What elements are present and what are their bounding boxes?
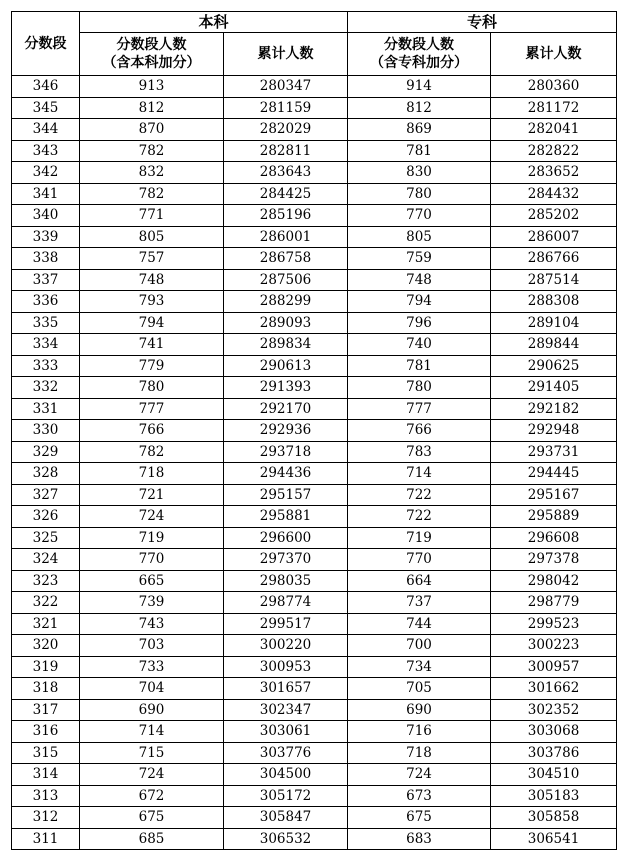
cell-undergrad-cumulative: 282029 [224,119,348,141]
table-row [12,76,617,98]
cell-undergrad-count: 741 [80,334,224,356]
cell-undergrad-cumulative: 292936 [224,420,348,442]
cell-undergrad-cumulative: 302347 [224,699,348,721]
cell-undergrad-cumulative: 285196 [224,205,348,227]
cell-score: 325 [12,527,80,549]
cell-score: 318 [12,678,80,700]
table-row [12,742,617,764]
cell-college-count: 690 [348,699,491,721]
cell-undergrad-count: 777 [80,398,224,420]
cell-college-cumulative: 280360 [491,76,617,98]
cell-college-count: 683 [348,828,491,850]
cell-score: 315 [12,742,80,764]
cell-score: 337 [12,269,80,291]
cell-undergrad-cumulative: 290613 [224,355,348,377]
cell-college-cumulative: 282041 [491,119,617,141]
cell-college-count: 714 [348,463,491,485]
cell-college-count: 748 [348,269,491,291]
cell-score: 319 [12,656,80,678]
cell-score: 345 [12,97,80,119]
cell-undergrad-count: 724 [80,764,224,786]
header-undergrad-group: 本科 [80,12,348,33]
cell-undergrad-cumulative: 280347 [224,76,348,98]
table-row [12,764,617,786]
cell-undergrad-count: 721 [80,484,224,506]
cell-undergrad-cumulative: 296600 [224,527,348,549]
cell-undergrad-cumulative: 289093 [224,312,348,334]
cell-undergrad-count: 757 [80,248,224,270]
cell-undergrad-cumulative: 294436 [224,463,348,485]
cell-college-cumulative: 284432 [491,183,617,205]
cell-college-count: 780 [348,183,491,205]
table-row [12,549,617,571]
cell-undergrad-cumulative: 286001 [224,226,348,248]
table-row [12,506,617,528]
table-row [12,334,617,356]
cell-undergrad-cumulative: 291393 [224,377,348,399]
cell-undergrad-cumulative: 295157 [224,484,348,506]
cell-undergrad-count: 782 [80,183,224,205]
table-row [12,248,617,270]
cell-score: 344 [12,119,80,141]
cell-college-cumulative: 300223 [491,635,617,657]
cell-undergrad-cumulative: 303061 [224,721,348,743]
cell-college-cumulative: 281172 [491,97,617,119]
cell-undergrad-count: 780 [80,377,224,399]
cell-college-count: 780 [348,377,491,399]
cell-undergrad-count: 748 [80,269,224,291]
cell-score: 313 [12,785,80,807]
cell-undergrad-count: 704 [80,678,224,700]
header-score-range: 分数段 [12,12,80,76]
cell-score: 341 [12,183,80,205]
table-row [12,269,617,291]
cell-score: 322 [12,592,80,614]
cell-undergrad-cumulative: 281159 [224,97,348,119]
table-row [12,463,617,485]
cell-score: 330 [12,420,80,442]
cell-college-cumulative: 295167 [491,484,617,506]
cell-college-count: 914 [348,76,491,98]
cell-score: 332 [12,377,80,399]
cell-score: 317 [12,699,80,721]
cell-undergrad-count: 739 [80,592,224,614]
cell-undergrad-count: 770 [80,549,224,571]
cell-undergrad-count: 870 [80,119,224,141]
table-body [12,76,617,850]
cell-college-cumulative: 288308 [491,291,617,313]
cell-undergrad-count: 832 [80,162,224,184]
cell-undergrad-count: 805 [80,226,224,248]
cell-college-cumulative: 298042 [491,570,617,592]
cell-undergrad-cumulative: 297370 [224,549,348,571]
table-row [12,807,617,829]
cell-college-count: 737 [348,592,491,614]
cell-undergrad-count: 771 [80,205,224,227]
cell-college-count: 722 [348,506,491,528]
cell-college-cumulative: 297378 [491,549,617,571]
table-row [12,119,617,141]
cell-college-count: 673 [348,785,491,807]
cell-score: 346 [12,76,80,98]
table-row [12,420,617,442]
cell-college-count: 781 [348,355,491,377]
cell-score: 324 [12,549,80,571]
cell-undergrad-count: 794 [80,312,224,334]
table-row [12,527,617,549]
cell-undergrad-count: 719 [80,527,224,549]
cell-college-count: 770 [348,205,491,227]
cell-undergrad-count: 779 [80,355,224,377]
cell-college-cumulative: 285202 [491,205,617,227]
cell-score: 343 [12,140,80,162]
cell-undergrad-cumulative: 287506 [224,269,348,291]
cell-college-count: 869 [348,119,491,141]
table-row [12,312,617,334]
cell-college-count: 716 [348,721,491,743]
cell-college-cumulative: 295889 [491,506,617,528]
cell-college-count: 781 [348,140,491,162]
table-row [12,828,617,850]
cell-undergrad-count: 793 [80,291,224,313]
cell-score: 316 [12,721,80,743]
cell-college-cumulative: 296608 [491,527,617,549]
cell-undergrad-count: 718 [80,463,224,485]
cell-college-count: 722 [348,484,491,506]
cell-score: 328 [12,463,80,485]
table-row [12,291,617,313]
cell-college-cumulative: 286766 [491,248,617,270]
table-row [12,678,617,700]
table-row [12,162,617,184]
table-row [12,699,617,721]
cell-college-cumulative: 289844 [491,334,617,356]
cell-undergrad-cumulative: 300220 [224,635,348,657]
cell-undergrad-cumulative: 306532 [224,828,348,850]
cell-college-count: 705 [348,678,491,700]
cell-score: 329 [12,441,80,463]
cell-college-cumulative: 299523 [491,613,617,635]
cell-score: 335 [12,312,80,334]
cell-college-count: 740 [348,334,491,356]
cell-undergrad-cumulative: 299517 [224,613,348,635]
cell-undergrad-cumulative: 303776 [224,742,348,764]
cell-score: 342 [12,162,80,184]
cell-college-count: 796 [348,312,491,334]
cell-score: 327 [12,484,80,506]
header-college-cumulative: 累计人数 [491,33,617,76]
cell-college-count: 724 [348,764,491,786]
cell-undergrad-cumulative: 284425 [224,183,348,205]
cell-undergrad-count: 724 [80,506,224,528]
header-college-count-line1: 分数段人数 [384,37,455,53]
table-row [12,613,617,635]
table-row [12,205,617,227]
cell-undergrad-count: 782 [80,441,224,463]
cell-score: 312 [12,807,80,829]
table-row [12,140,617,162]
header-college-group: 专科 [348,12,617,33]
header-undergrad-cumulative: 累计人数 [224,33,348,76]
cell-score: 340 [12,205,80,227]
table-row [12,183,617,205]
cell-college-cumulative: 286007 [491,226,617,248]
cell-undergrad-count: 913 [80,76,224,98]
cell-college-count: 734 [348,656,491,678]
header-college-count-line2: （含专科加分） [370,55,469,71]
cell-college-count: 830 [348,162,491,184]
table-row [12,484,617,506]
cell-college-count: 770 [348,549,491,571]
table-row [12,635,617,657]
cell-college-count: 759 [348,248,491,270]
cell-score: 338 [12,248,80,270]
cell-score: 326 [12,506,80,528]
cell-undergrad-count: 665 [80,570,224,592]
cell-undergrad-count: 766 [80,420,224,442]
cell-college-count: 719 [348,527,491,549]
cell-undergrad-count: 714 [80,721,224,743]
cell-undergrad-count: 743 [80,613,224,635]
header-undergrad-count-line1: 分数段人数 [116,37,187,53]
table-row [12,785,617,807]
cell-undergrad-cumulative: 305847 [224,807,348,829]
table-row [12,570,617,592]
cell-undergrad-count: 672 [80,785,224,807]
cell-college-cumulative: 291405 [491,377,617,399]
header-college-count [348,33,491,76]
cell-college-cumulative: 294445 [491,463,617,485]
cell-college-count: 777 [348,398,491,420]
cell-undergrad-count: 685 [80,828,224,850]
cell-college-cumulative: 292182 [491,398,617,420]
cell-college-cumulative: 282822 [491,140,617,162]
cell-college-cumulative: 301662 [491,678,617,700]
cell-score: 321 [12,613,80,635]
cell-college-count: 664 [348,570,491,592]
cell-score: 333 [12,355,80,377]
cell-undergrad-count: 782 [80,140,224,162]
cell-college-count: 744 [348,613,491,635]
table-row [12,592,617,614]
cell-undergrad-cumulative: 298774 [224,592,348,614]
cell-college-cumulative: 303786 [491,742,617,764]
cell-undergrad-cumulative: 300953 [224,656,348,678]
cell-undergrad-cumulative: 292170 [224,398,348,420]
cell-college-cumulative: 287514 [491,269,617,291]
cell-score: 331 [12,398,80,420]
cell-score: 311 [12,828,80,850]
cell-score: 339 [12,226,80,248]
cell-college-count: 700 [348,635,491,657]
cell-undergrad-cumulative: 289834 [224,334,348,356]
cell-undergrad-cumulative: 282811 [224,140,348,162]
cell-college-cumulative: 290625 [491,355,617,377]
cell-college-cumulative: 304510 [491,764,617,786]
table-row [12,355,617,377]
cell-college-cumulative: 293731 [491,441,617,463]
table-row [12,377,617,399]
score-distribution-table [11,11,617,850]
header-undergrad-count [80,33,224,76]
cell-undergrad-cumulative: 301657 [224,678,348,700]
cell-score: 336 [12,291,80,313]
cell-undergrad-cumulative: 293718 [224,441,348,463]
cell-score: 320 [12,635,80,657]
cell-undergrad-count: 675 [80,807,224,829]
cell-college-cumulative: 292948 [491,420,617,442]
cell-undergrad-count: 733 [80,656,224,678]
cell-college-count: 812 [348,97,491,119]
table-row [12,721,617,743]
cell-college-cumulative: 305183 [491,785,617,807]
cell-score: 314 [12,764,80,786]
cell-undergrad-count: 715 [80,742,224,764]
cell-undergrad-cumulative: 286758 [224,248,348,270]
table-row [12,441,617,463]
cell-college-count: 675 [348,807,491,829]
cell-college-cumulative: 300957 [491,656,617,678]
table-row [12,398,617,420]
cell-college-count: 718 [348,742,491,764]
table-row [12,97,617,119]
cell-college-cumulative: 306541 [491,828,617,850]
cell-undergrad-cumulative: 295881 [224,506,348,528]
cell-college-cumulative: 298779 [491,592,617,614]
cell-college-cumulative: 302352 [491,699,617,721]
cell-college-cumulative: 289104 [491,312,617,334]
cell-undergrad-cumulative: 305172 [224,785,348,807]
cell-undergrad-count: 690 [80,699,224,721]
cell-undergrad-cumulative: 288299 [224,291,348,313]
cell-undergrad-cumulative: 283643 [224,162,348,184]
cell-college-count: 783 [348,441,491,463]
cell-college-cumulative: 283652 [491,162,617,184]
cell-college-count: 805 [348,226,491,248]
cell-undergrad-count: 703 [80,635,224,657]
header-undergrad-count-line2: （含本科加分） [102,55,201,71]
cell-score: 323 [12,570,80,592]
cell-college-cumulative: 305858 [491,807,617,829]
cell-undergrad-cumulative: 298035 [224,570,348,592]
cell-college-count: 794 [348,291,491,313]
cell-undergrad-count: 812 [80,97,224,119]
cell-college-count: 766 [348,420,491,442]
cell-college-cumulative: 303068 [491,721,617,743]
table-row [12,226,617,248]
cell-undergrad-cumulative: 304500 [224,764,348,786]
cell-score: 334 [12,334,80,356]
table-row [12,656,617,678]
